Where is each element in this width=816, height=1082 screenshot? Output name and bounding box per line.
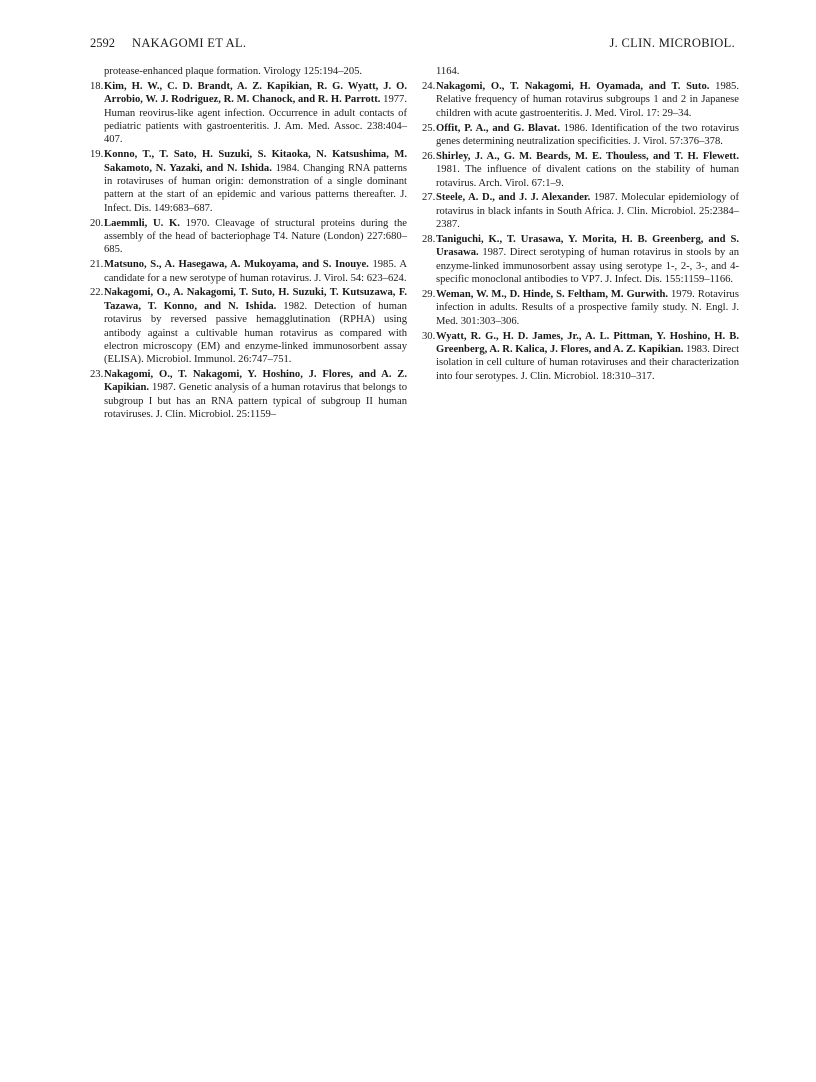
- reference-number: 29.: [422, 289, 436, 301]
- reference-authors: Shirley, J. A., G. M. Beards, M. E. Thouless, and T. H. Flewett.: [436, 150, 739, 162]
- reference-text: 1984. Changing RNA patterns in rotaviruses of human origin: demonstration of a single dominant pattern at the start of an epidemic and various patterns thereafter. J. Infect. Dis. 149:683–687.: [104, 162, 407, 214]
- reference-number: 24.: [422, 80, 436, 92]
- reference-continuation: protease-enhanced plaque formation. Virology 125:194–205.: [104, 66, 363, 77]
- reference-authors: Taniguchi, K., T. Urasawa, Y. Morita, H. B. Greenberg, and S. Urasawa.: [436, 234, 739, 259]
- reference-item: [422, 233, 739, 286]
- reference-number: 25.: [422, 122, 436, 134]
- reference-text: 1977. Human reovirus-like agent infection. Occurrence in adult contacts of pediatric patients with gastroenteritis. J. Am. Med. Assoc. 238:404–407.: [104, 94, 408, 146]
- left-column: [90, 65, 407, 423]
- reference-text: 1983. Direct isolation in cell culture of human rotaviruses and their characterization into four serotypes. J. Clin. Microbiol. 18:310–317.: [436, 344, 740, 382]
- running-authors: NAKAGOMI ET AL.: [132, 36, 247, 50]
- reference-authors: Kim, H. W., C. D. Brandt, A. Z. Kapikian, R. G. Wyatt, J. O. Arrobio, W. J. Rodriguez, R. M. Chanock, and R. H. Parrott.: [104, 80, 407, 106]
- reference-text: 1987. Genetic analysis of a human rotavirus that belongs to subgroup I but has an RNA pattern typical of subgroup II human rotaviruses. J. Clin. Microbiol. 25:1159–: [104, 382, 407, 421]
- reference-number: 27.: [422, 192, 436, 204]
- reference-list-right: [422, 80, 739, 383]
- reference-list-left: [90, 80, 407, 422]
- reference-text: 1982. Detection of human rotavirus by reversed passive hemagglutination (RPHA) using antibody against a cultivable human rotavirus as compared with electron microscopy (EM) and enzyme-linked immunosorbent assay (ELISA). Microbiol. Immunol. 26:747–751.: [104, 300, 407, 366]
- reference-item: [422, 288, 739, 328]
- reference-number: 30.: [422, 330, 436, 342]
- reference-item: [422, 122, 739, 149]
- reference-authors: Steele, A. D., and J. J. Alexander.: [436, 192, 591, 204]
- reference-item: [422, 150, 739, 190]
- reference-number: 22.: [90, 287, 104, 299]
- reference-authors: Wyatt, R. G., H. D. James, Jr., A. L. Pittman, Y. Hoshino, H. B. Greenberg, A. R. Kalica, J. Flores, and A. Z. Kapikian.: [436, 330, 739, 356]
- reference-item: [90, 148, 407, 215]
- reference-authors: Matsuno, S., A. Hasegawa, A. Mukoyama, and S. Inouye.: [104, 259, 369, 271]
- reference-item: [422, 330, 739, 383]
- reference-authors: Weman, W. M., D. Hinde, S. Feltham, M. Gurwith.: [436, 289, 669, 301]
- reference-text: 1985. A candidate for a new serotype of human rotavirus. J. Virol. 54: 623–624.: [104, 259, 407, 284]
- journal-name: J. CLIN. MICROBIOL.: [609, 36, 735, 50]
- reference-authors: Konno, T., T. Sato, H. Suzuki, S. Kitaoka, N. Katsushima, M. Sakamoto, N. Yazaki, and N. Ishida.: [104, 149, 407, 174]
- page-number: 2592: [90, 36, 115, 50]
- reference-number: 19.: [90, 149, 104, 161]
- reference-item: [90, 217, 407, 257]
- reference-item: [422, 191, 739, 231]
- reference-number: 21.: [90, 259, 104, 271]
- reference-number: 26.: [422, 150, 436, 162]
- reference-text: 1985. Relative frequency of human rotavirus subgroups 1 and 2 in Japanese children with acute gastroenteritis. J. Med. Virol. 17: 29–34.: [436, 80, 740, 119]
- reference-item: [90, 286, 407, 366]
- reference-text: 1981. The influence of divalent cations on the stability of human rotavirus. Arch. Virol. 67:1–9.: [436, 164, 739, 189]
- reference-authors: Nakagomi, O., A. Nakagomi, T. Suto, H. Suzuki, T. Kutsuzawa, F. Tazawa, T. Konno, and N. Ishida.: [104, 287, 407, 312]
- reference-authors: Laemmli, U. K.: [104, 217, 180, 229]
- running-header: [90, 36, 735, 54]
- reference-authors: Nakagomi, O., T. Nakagomi, Y. Hoshino, J. Flores, and A. Z. Kapikian.: [104, 369, 407, 394]
- reference-number: 18.: [90, 80, 104, 92]
- reference-item: [422, 80, 739, 120]
- reference-number: 23.: [90, 369, 104, 381]
- reference-item: [90, 368, 407, 421]
- reference-number: 28.: [422, 234, 436, 246]
- reference-authors: Offit, P. A., and G. Blavat.: [436, 122, 560, 134]
- reference-text: 1987. Molecular epidemiology of rotavirus in black infants in South Africa. J. Clin. Microbiol. 25:2384–2387.: [436, 192, 739, 231]
- reference-text: 1987. Direct serotyping of human rotavirus in stools by an enzyme-linked immunosorbent assay using serotype 1-, 2-, 3-, and 4-specific monoclonal antibodies to VP7. J. Infect. Dis. 155:1159–1166.: [436, 247, 739, 286]
- reference-continuation: 1164.: [436, 66, 460, 77]
- reference-authors: Nakagomi, O., T. Nakagomi, H. Oyamada, and T. Suto.: [436, 80, 710, 92]
- reference-item: [90, 258, 407, 285]
- reference-text: 1979. Rotavirus infection in adults. Results of a prospective family study. N. Engl. J. Med. 301:303–306.: [436, 289, 739, 327]
- reference-text: 1970. Cleavage of structural proteins during the assembly of the head of bacteriophage T4. Nature (London) 227:680–685.: [104, 217, 407, 256]
- reference-text: 1986. Identification of the two rotavirus genes determining neutralization specificities. J. Virol. 57:376–378.: [436, 122, 740, 147]
- reference-item: [90, 80, 407, 147]
- right-column: [422, 65, 739, 385]
- reference-number: 20.: [90, 217, 104, 229]
